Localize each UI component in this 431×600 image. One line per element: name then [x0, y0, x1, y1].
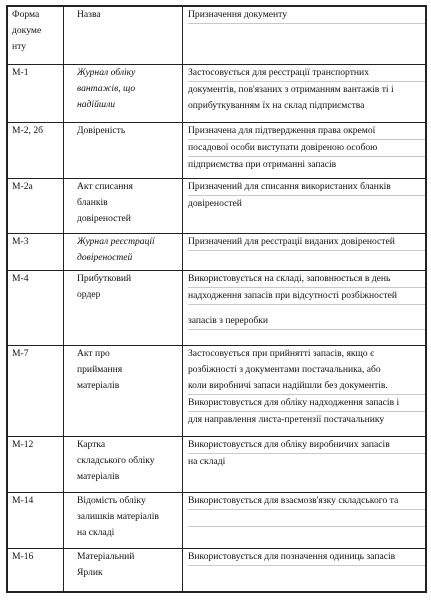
purpose-spacer: [188, 305, 425, 313]
document-name-cell: [64, 123, 183, 179]
document-name-line: вантажів, що: [77, 82, 136, 94]
table-row: [8, 64, 426, 123]
document-name-line: Акт списання: [77, 180, 133, 192]
document-name-line: Журнал реєстрації: [77, 236, 155, 248]
document-name-cell: [64, 178, 183, 234]
document-purpose-cell: [183, 64, 426, 123]
header-form-line: Форма: [12, 9, 40, 20]
document-name-cell: [64, 270, 183, 346]
purpose-line: Застосовується при прийнятті запасів, якщо є: [188, 348, 375, 360]
form-code: М-7: [12, 348, 29, 360]
purpose-line: документів, пов'язаних з отриманням вантажів ті і: [188, 83, 394, 95]
table-row: [8, 234, 426, 270]
purpose-line: Використовується на складі, заповнюється в день: [188, 271, 425, 288]
document-name-line: Журнал обліку: [77, 66, 136, 78]
table-row: [8, 492, 426, 549]
header-purpose-cell: [183, 7, 426, 65]
purpose-line: Використовується для обліку надходження запасів і: [188, 395, 425, 412]
purpose-line: коли виробничі запаси надійшли без документів.: [188, 378, 425, 395]
form-code: М-16: [12, 551, 34, 563]
form-code-cell: [8, 346, 64, 437]
document-name-line: приймання: [77, 364, 123, 376]
document-purpose-cell: [183, 178, 426, 234]
table-row: [8, 270, 426, 346]
header-form-line: докуме: [12, 25, 42, 36]
form-code-cell: [8, 492, 64, 549]
form-code: М-2а: [12, 180, 33, 192]
purpose-line: Призначений для реєстрації виданих довіреностей: [188, 234, 425, 251]
form-code-cell: [8, 178, 64, 234]
purpose-line: підприємства при отриманні запасів: [188, 159, 337, 171]
document-name-cell: [64, 549, 183, 592]
form-code: М-4: [12, 272, 29, 284]
document-name-cell: [64, 64, 183, 123]
purpose-line: надходження запасів при відсутності розбіжностей: [188, 288, 425, 305]
header-purpose-label: Призначення документу: [188, 7, 425, 24]
purpose-line: посадової особи виступати довіреною особою: [188, 140, 425, 157]
form-code: М-2, 2б: [12, 125, 43, 137]
header-name-label: Назва: [77, 9, 101, 20]
table-header-row: [8, 7, 426, 65]
purpose-line: Використовується для позначення одиниць запасів: [188, 549, 425, 566]
form-code-cell: [8, 270, 64, 346]
form-code-cell: [8, 64, 64, 123]
form-code-cell: [8, 123, 64, 179]
purpose-line: довіреностей: [188, 197, 242, 209]
purpose-line: Призначений для списання використаних бланків: [188, 179, 425, 196]
document-name-line: Відомість обліку: [77, 494, 146, 506]
table-row: [8, 178, 426, 234]
table-row: [8, 123, 426, 179]
form-code: М-3: [12, 236, 29, 248]
document-name-line: ордер: [77, 288, 101, 300]
document-name-line: на складі: [77, 526, 115, 538]
form-code-cell: [8, 234, 64, 270]
document-purpose-cell: [183, 346, 426, 437]
document-purpose-cell: [183, 492, 426, 549]
documents-table: [7, 6, 426, 592]
purpose-line: на складі: [188, 456, 226, 468]
document-name-line: Акт про: [77, 348, 110, 360]
document-name-cell: [64, 346, 183, 437]
purpose-line: розбіжності з документами постачальника, або: [188, 364, 381, 376]
document-purpose-cell: [183, 549, 426, 592]
header-form-line: нту: [12, 41, 26, 52]
table-row: [8, 549, 426, 592]
form-code: М-12: [12, 439, 34, 451]
document-name-line: Прибутковий: [77, 272, 132, 284]
document-name-line: довіреностей: [77, 252, 133, 264]
document-name-line: надійшли: [77, 98, 116, 110]
form-code: М-14: [12, 494, 34, 506]
table-row: [8, 346, 426, 437]
document-purpose-cell: [183, 437, 426, 493]
purpose-line: Призначена для підтвердження права окремої: [188, 123, 425, 140]
document-name-line: Довіреність: [77, 125, 126, 137]
form-code-cell: [8, 437, 64, 493]
purpose-line: Використовується для взаємозв'язку складського та: [188, 493, 425, 510]
document-purpose-cell: [183, 270, 426, 346]
table-row: [8, 437, 426, 493]
document-name-cell: [64, 437, 183, 493]
purpose-line: запасів з переробки: [188, 313, 425, 330]
form-code: М-1: [12, 66, 29, 78]
header-name-cell: [64, 7, 183, 65]
document-name-cell: [64, 492, 183, 549]
purpose-line: Застосовується для реєстрації транспортних: [188, 65, 425, 82]
document-name-line: довіреностей: [77, 212, 131, 224]
document-name-line: Матеріальний: [77, 551, 135, 563]
purpose-line: Використовується для обліку виробничих запасів: [188, 437, 425, 454]
document-name-line: залишків матеріалів: [77, 510, 159, 522]
document-name-line: Ярлик: [77, 567, 103, 579]
document-name-line: матеріалів: [77, 380, 120, 392]
document-name-line: бланків: [77, 196, 108, 208]
document-name-cell: [64, 234, 183, 270]
document-name-line: складського обліку: [77, 455, 155, 467]
form-code-cell: [8, 549, 64, 592]
purpose-line: оприбуткуванням їх на склад підприємства: [188, 99, 365, 111]
purpose-empty-line: [188, 510, 425, 527]
document-table-frame: [6, 5, 427, 593]
document-name-line: Картка: [77, 439, 106, 451]
document-purpose-cell: [183, 123, 426, 179]
purpose-line: для направлення листа-претензії постачальнику: [188, 414, 385, 426]
header-form-cell: [8, 7, 64, 65]
document-name-line: матеріалів: [77, 471, 120, 483]
document-purpose-cell: [183, 234, 426, 270]
